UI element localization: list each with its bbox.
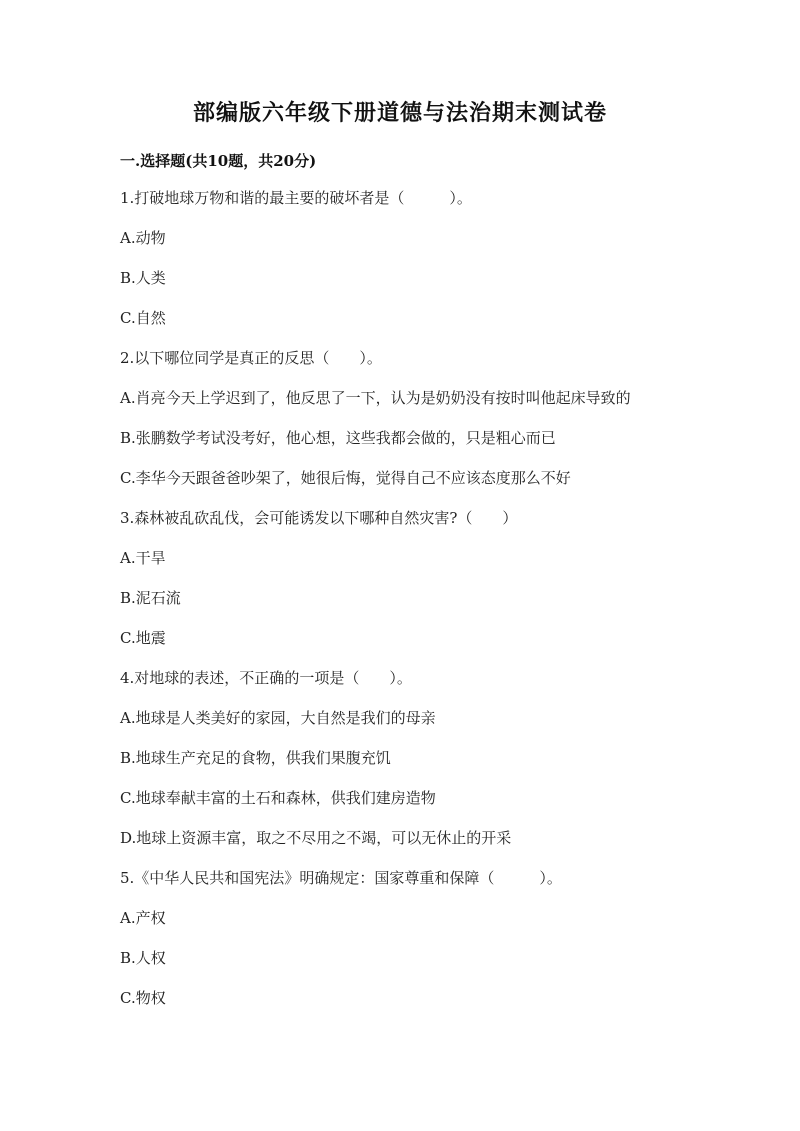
question-stem: 2.以下哪位同学是真正的反思（ ）。 bbox=[120, 349, 382, 367]
question-option: B.地球生产充足的食物，供我们果腹充饥 bbox=[120, 749, 391, 767]
question-option: B.人权 bbox=[120, 949, 166, 967]
question-stem: 4.对地球的表述，不正确的一项是（ ）。 bbox=[120, 669, 412, 687]
question-option: C.地震 bbox=[120, 629, 166, 647]
question-option: A.动物 bbox=[120, 229, 166, 247]
question-stem: 3.森林被乱砍乱伐，会可能诱发以下哪种自然灾害?（ ） bbox=[120, 509, 518, 527]
question-option: A.肖亮今天上学迟到了，他反思了一下，认为是奶奶没有按时叫他起床导致的 bbox=[120, 389, 631, 407]
question-option: C.物权 bbox=[120, 989, 166, 1007]
question-option: B.泥石流 bbox=[120, 589, 181, 607]
question-stem: 1.打破地球万物和谐的最主要的破坏者是（ ）。 bbox=[120, 189, 472, 207]
question-option: A.干旱 bbox=[120, 549, 166, 567]
question-list bbox=[120, 186, 720, 1026]
question-stem: 5.《中华人民共和国宪法》明确规定：国家尊重和保障（ ）。 bbox=[120, 869, 562, 887]
question-option: C.地球奉献丰富的土石和森林，供我们建房造物 bbox=[120, 789, 436, 807]
question-option: C.自然 bbox=[120, 309, 166, 327]
section-heading: 一.选择题(共10题，共20分) bbox=[120, 152, 317, 170]
question-option: B.张鹏数学考试没考好，他心想，这些我都会做的，只是粗心而已 bbox=[120, 429, 556, 447]
question-option: A.产权 bbox=[120, 909, 166, 927]
question-option: A.地球是人类美好的家园，大自然是我们的母亲 bbox=[120, 709, 436, 727]
question-option: C.李华今天跟爸爸吵架了，她很后悔，觉得自己不应该态度那么不好 bbox=[120, 469, 571, 487]
page-title: 部编版六年级下册道德与法治期末测试卷 bbox=[192, 100, 607, 126]
question-option: B.人类 bbox=[120, 269, 166, 287]
question-option: D.地球上资源丰富，取之不尽用之不竭，可以无休止的开采 bbox=[120, 829, 512, 847]
